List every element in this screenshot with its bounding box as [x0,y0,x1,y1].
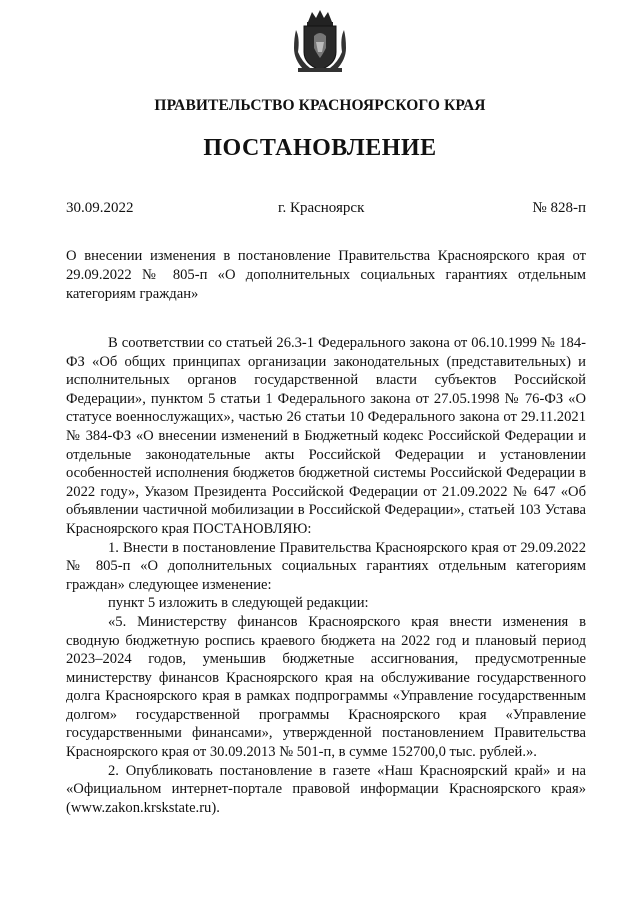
coat-of-arms-icon [290,8,350,74]
document-heading: О внесении изменения в постановление Правительства Красноярского края от 29.09.2022 № 805-п «О дополнительных социальных гарантиях отдельным категориям граждан» [66,248,586,302]
document-type-title: ПОСТАНОВЛЕНИЕ [203,135,437,161]
document-city: г. Красноярск [278,200,365,216]
document-meta-row [66,200,586,220]
item-1-new-text-paragraph: «5. Министерству финансов Красноярского края внести изменения в сводную бюджетную роспись краевого бюджета на 2022 год и плановый период 2023–2024 годов, уменьшив бюджетные ассигнования, предусмотренные министерству финансов Красноярского края на обслуживание государственного долга Красноярского края в рамках подпрограммы «Управление государственным долгом» государственной программы Красноярского края «Управление государственными финансами», утвержденной постановлением Правительства Красноярского края от 30.09.2013 № 501-п, в сумме 152700,0 тыс. рублей.». [66,613,586,761]
document-date: 30.09.2022 [66,200,134,216]
item-1-paragraph: 1. Внести в постановление Правительства Красноярского края от 29.09.2022 № 805-п «О дополнительных социальных гарантиях отдельным категориям граждан» следующее изменение: [66,539,586,593]
preamble-paragraph: В соответствии со статьей 26.3-1 Федерального закона от 06.10.1999 № 184-ФЗ «Об общих принципах организации законодательных (представительных) и исполнительных органов государственной власти субъектов Российской Федерации», пунктом 5 статьи 1 Федерального закона от 27.05.1998 № 76-ФЗ «О статусе военнослужащих», частью 26 статьи 10 Федерального закона от 29.11.2021 № 384-ФЗ «О внесении изменений в Бюджетный кодекс Российской Федерации и отдельные законодательные акты Российской Федерации и установлении особенностей исполнения бюджетов бюджетной системы Российской Федерации в 2022 году», Указом Президента Российской Федерации от 21.09.2022 № 647 «Об объявлении частичной мобилизации в Российской Федерации», статьей 103 Устава Красноярского края ПОСТАНОВЛЯЮ: [66,335,586,537]
document-body [66,334,586,817]
government-title: ПРАВИТЕЛЬСТВО КРАСНОЯРСКОГО КРАЯ [154,97,486,114]
document-number: № 828-п [532,200,586,216]
item-2-paragraph: 2. Опубликовать постановление в газете «Наш Красноярский край» и на «Официальном интернет-портале правовой информации Красноярского края» (www.zakon.krskstate.ru). [66,762,586,816]
item-1-subparagraph: пункт 5 изложить в следующей редакции: [108,595,369,612]
